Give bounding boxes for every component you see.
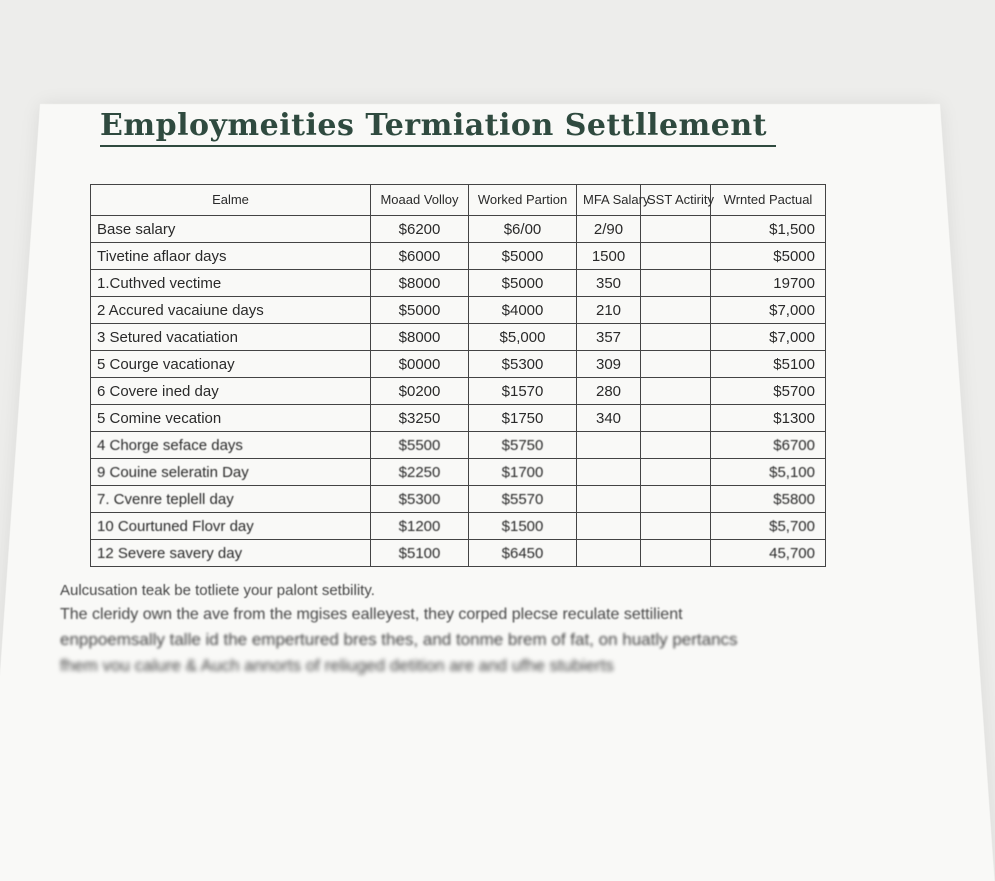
table-row (91, 216, 826, 243)
cell-value: $5100 (371, 540, 469, 567)
cell-value: $2250 (371, 459, 469, 486)
cell-value (577, 486, 641, 513)
table-row (91, 486, 826, 513)
row-label: 7. Cvenre teplell day (91, 486, 371, 513)
row-label: 1.Cuthved vectime (91, 270, 371, 297)
row-label: 2 Accured vacaiune days (91, 297, 371, 324)
settlement-table (90, 184, 826, 567)
footer-line: enppoemsally talle id the empertured bres thes, and tonme brem of fat, on huatly pertancs (60, 630, 738, 649)
cell-value: $5800 (711, 486, 826, 513)
cell-value: $0000 (371, 351, 469, 378)
cell-value: $6/00 (469, 216, 577, 243)
cell-value: $7,000 (711, 297, 826, 324)
table-row (91, 459, 826, 486)
cell-value: $5000 (469, 270, 577, 297)
cell-value: $5000 (371, 297, 469, 324)
cell-value (577, 513, 641, 540)
cell-value: $5700 (711, 378, 826, 405)
column-header: Worked Partion (469, 185, 577, 216)
row-label: Base salary (91, 216, 371, 243)
cell-value: $1,500 (711, 216, 826, 243)
cell-value: $5,700 (711, 513, 826, 540)
footer-line: fhem vou calure & Auch annorts of reliuged detition are and ufhe stubierts (60, 656, 614, 675)
cell-value: $5,000 (469, 324, 577, 351)
column-header: Ealme (91, 185, 371, 216)
cell-value: 280 (577, 378, 641, 405)
cell-value: $5300 (371, 486, 469, 513)
cell-value: $5570 (469, 486, 577, 513)
cell-value: 340 (577, 405, 641, 432)
table-row (91, 324, 826, 351)
cell-value: $8000 (371, 324, 469, 351)
cell-value (641, 216, 711, 243)
cell-value: 45,700 (711, 540, 826, 567)
row-label: 5 Courge vacationay (91, 351, 371, 378)
cell-value: 357 (577, 324, 641, 351)
table-row (91, 405, 826, 432)
row-label: Tivetine aflaor days (91, 243, 371, 270)
cell-value (641, 486, 711, 513)
cell-value (641, 243, 711, 270)
cell-value: $5,100 (711, 459, 826, 486)
cell-value: $5750 (469, 432, 577, 459)
table-row (91, 270, 826, 297)
footer-line: The cleridy own the ave from the mgises ealleyest, they corped plecse reculate settilient (60, 606, 683, 623)
cell-value (641, 351, 711, 378)
cell-value: 19700 (711, 270, 826, 297)
table-row (91, 378, 826, 405)
cell-value: $0200 (371, 378, 469, 405)
table-row (91, 540, 826, 567)
cell-value (577, 432, 641, 459)
cell-value: $4000 (469, 297, 577, 324)
cell-value (641, 540, 711, 567)
cell-value: $5000 (711, 243, 826, 270)
table-row (91, 243, 826, 270)
cell-value (577, 459, 641, 486)
row-label: 10 Courtuned Flovr day (91, 513, 371, 540)
cell-value (641, 459, 711, 486)
column-header: Moaad Volloy (371, 185, 469, 216)
cell-value: $5000 (469, 243, 577, 270)
table-row (91, 513, 826, 540)
cell-value (577, 540, 641, 567)
cell-value (641, 270, 711, 297)
table-row (91, 297, 826, 324)
cell-value: $6000 (371, 243, 469, 270)
cell-value: $6450 (469, 540, 577, 567)
cell-value: $8000 (371, 270, 469, 297)
cell-value: 350 (577, 270, 641, 297)
cell-value: 210 (577, 297, 641, 324)
cell-value: 2/90 (577, 216, 641, 243)
column-header: MFA Salary (577, 185, 641, 216)
cell-value: $1300 (711, 405, 826, 432)
row-label: 5 Comine vecation (91, 405, 371, 432)
cell-value: $5100 (711, 351, 826, 378)
cell-value: 1500 (577, 243, 641, 270)
footer-line: Aulcusation teak be totliete your palont setbility. (60, 582, 375, 599)
cell-value (641, 378, 711, 405)
cell-value: 309 (577, 351, 641, 378)
cell-value (641, 405, 711, 432)
row-label: 9 Couine seleratin Day (91, 459, 371, 486)
table-header-row (91, 185, 826, 216)
document-title: Employmeities Termiation Settllement (100, 108, 768, 143)
cell-value: $7,000 (711, 324, 826, 351)
cell-value: $5500 (371, 432, 469, 459)
column-header: Wrnted Pactual (711, 185, 826, 216)
cell-value: $1500 (469, 513, 577, 540)
row-label: 3 Setured vacatiation (91, 324, 371, 351)
cell-value: $6200 (371, 216, 469, 243)
cell-value (641, 432, 711, 459)
cell-value: $1570 (469, 378, 577, 405)
title-underline (100, 145, 776, 147)
cell-value (641, 513, 711, 540)
cell-value: $6700 (711, 432, 826, 459)
cell-value: $1200 (371, 513, 469, 540)
row-label: 6 Covere ined day (91, 378, 371, 405)
cell-value: $1700 (469, 459, 577, 486)
table-row (91, 432, 826, 459)
cell-value (641, 324, 711, 351)
table-row (91, 351, 826, 378)
row-label: 4 Chorge seface days (91, 432, 371, 459)
cell-value: $5300 (469, 351, 577, 378)
column-header: SST Actirity (641, 185, 711, 216)
row-label: 12 Severe savery day (91, 540, 371, 567)
cell-value: $3250 (371, 405, 469, 432)
cell-value: $1750 (469, 405, 577, 432)
cell-value (641, 297, 711, 324)
